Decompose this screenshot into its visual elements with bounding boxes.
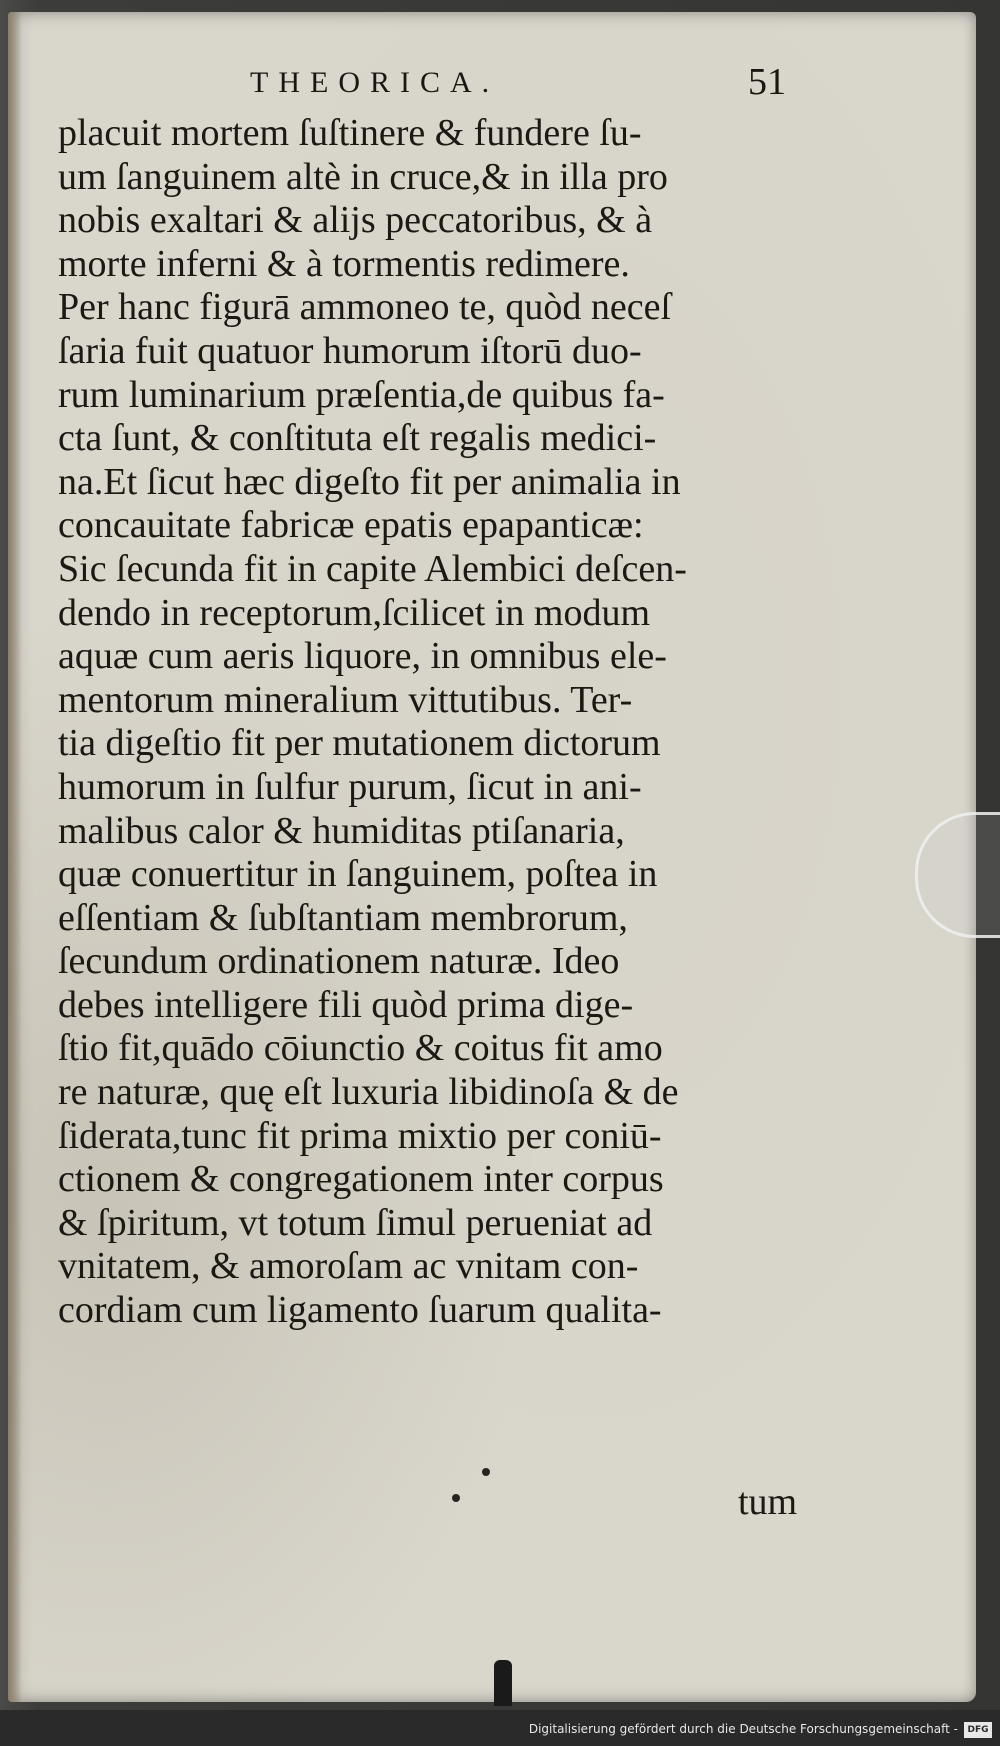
text-line: um ſanguinem altè in cruce,& in illa pro xyxy=(58,155,668,198)
ink-dot xyxy=(482,1468,490,1476)
page-gutter-shadow xyxy=(8,12,22,1702)
text-line: vnitatem, & amoroſam ac vnitam con- xyxy=(58,1245,639,1288)
text-line: quæ conuertitur in ſanguinem, poſtea in xyxy=(58,853,658,896)
text-line: re naturæ, quę eſt luxuria libidinoſa & de xyxy=(58,1071,679,1114)
body-text xyxy=(58,112,818,1333)
text-line: ſecundum ordinationem naturæ. Ideo xyxy=(58,940,620,983)
text-line: concauitate fabricæ epatis epapanticæ: xyxy=(58,504,644,547)
text-line: ctionem & congregationem inter corpus xyxy=(58,1158,664,1201)
ink-dot xyxy=(452,1494,460,1502)
dfg-logo: DFG xyxy=(964,1722,992,1738)
text-line: rum luminarium præſentia,de quibus fa- xyxy=(58,373,665,416)
page-holder-notch xyxy=(494,1660,512,1706)
text-line: Per hanc figurā ammoneo te, quòd neceſ xyxy=(58,286,672,329)
text-line: cta ſunt, & conſtituta eſt regalis medici- xyxy=(58,417,657,460)
text-line: placuit mortem ſuſtinere & fundere ſu- xyxy=(58,112,642,154)
digitization-credit: Digitalisierung gefördert durch die Deutsche Forschungsgemeinschaft - xyxy=(528,1722,958,1736)
text-line: malibus calor & humiditas ptiſanaria, xyxy=(58,809,625,852)
text-line: aquæ cum aeris liquore, in omnibus ele- xyxy=(58,635,667,678)
text-line: ſtio fit,quādo cōiunctio & coitus fit amo xyxy=(58,1027,663,1070)
text-line: dendo in receptorum,ſcilicet in modum xyxy=(58,591,651,634)
text-line: cordiam cum ligamento ſuarum qualita- xyxy=(58,1289,662,1332)
text-line: eſſentiam & ſubſtantiam membrorum, xyxy=(58,896,628,939)
running-head: THEORICA. xyxy=(250,66,500,99)
text-line: morte inferni & à tormentis redimere. xyxy=(58,242,630,285)
text-line: tia digeſtio fit per mutationem dictorum xyxy=(58,722,661,765)
text-line: mentorum mineralium vittutibus. Ter- xyxy=(58,678,633,721)
text-line: ſaria fuit quatuor humorum iſtorū duo- xyxy=(58,329,642,372)
text-line: humorum in ſulfur purum, ſicut in ani- xyxy=(58,765,642,808)
text-line: & ſpiritum, vt totum ſimul perueniat ad xyxy=(58,1201,653,1244)
text-line: na.Et ſicut hæc digeſto fit per animalia in xyxy=(58,460,681,503)
text-line: debes intelligere fili quòd prima dige- xyxy=(58,983,634,1026)
catchword: tum xyxy=(738,1481,798,1523)
page-number: 51 xyxy=(748,61,786,103)
text-line: Sic ſecunda fit in capite Alembici deſcen- xyxy=(58,547,687,590)
text-line: nobis exaltari & alijs peccatoribus, & à xyxy=(58,199,653,242)
text-line: ſiderata,tunc fit prima mixtio per coniū- xyxy=(58,1114,662,1157)
